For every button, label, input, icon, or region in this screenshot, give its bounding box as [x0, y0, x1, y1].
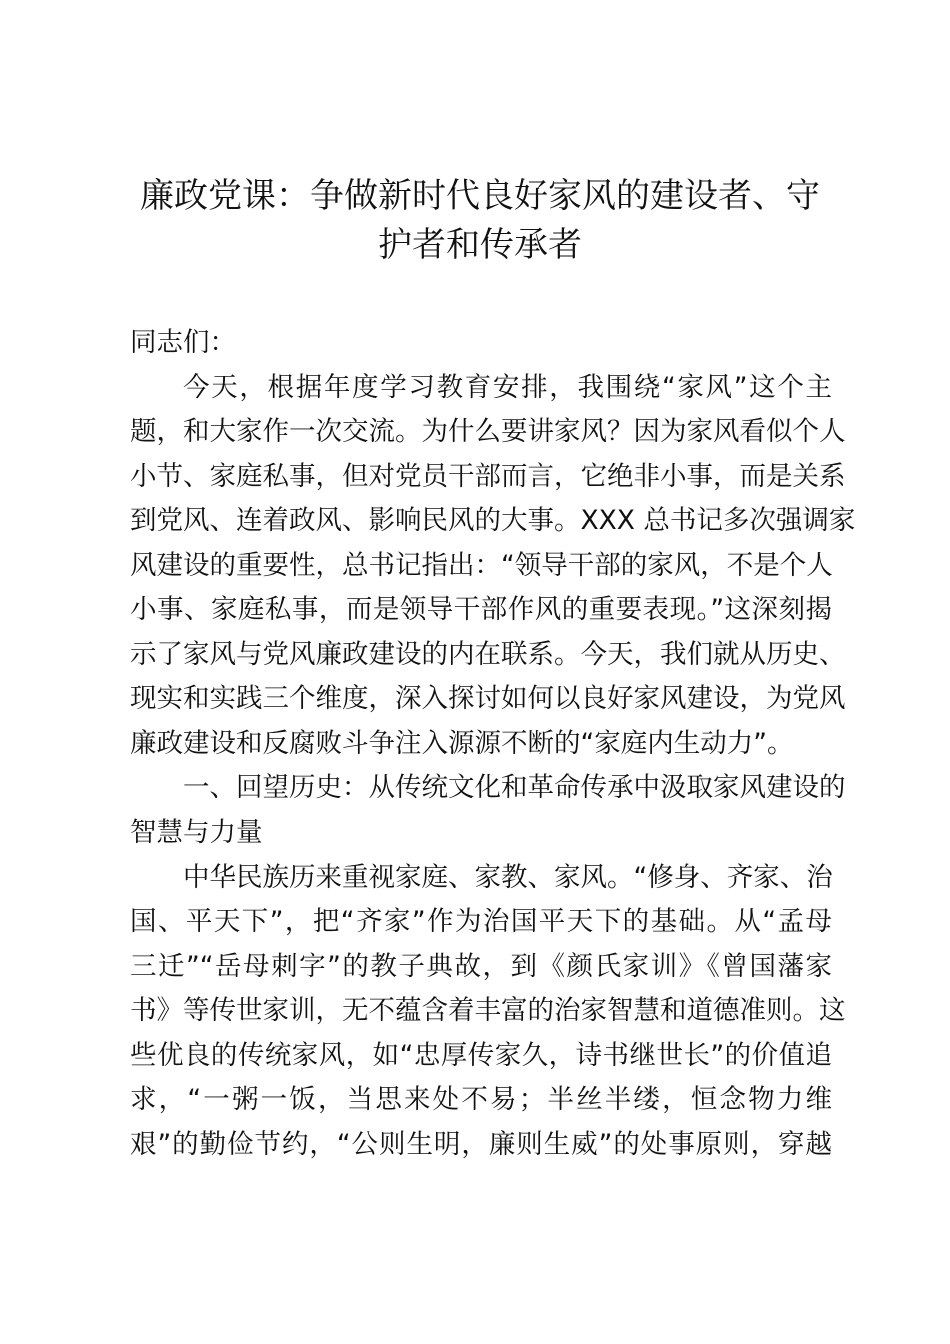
text-line: 书》等传世家训，无不蕴含着丰富的治家智慧和道德准则。这: [130, 995, 846, 1027]
text-line: 求，“一粥一饭，当思来处不易；半丝半缕，恒念物力维: [130, 1084, 832, 1116]
text-line: 小节、家庭私事，但对党员干部而言，它绝非小事，而是关系: [130, 460, 846, 492]
text-line: 现实和实践三个维度，深入探讨如何以良好家风建设，为党风: [130, 683, 846, 715]
title-line: 廉政党课：争做新时代良好家风的建设者、守: [140, 176, 820, 216]
heading-line: 智慧与力量: [130, 817, 263, 849]
paragraph-intro: [130, 366, 856, 767]
text-line: 国、平天下”，把“齐家”作为治国平天下的基础。从“孟母: [130, 906, 832, 938]
document-body: [130, 321, 856, 1167]
text-line: 到党风、连着政风、影响民风的大事。XXX 总书记多次强调家: [130, 505, 856, 537]
section-heading-1: [130, 766, 846, 855]
document-title: [125, 172, 835, 270]
salutation: 同志们：: [130, 327, 236, 358]
heading-line: 一、回望历史：从传统文化和革命传承中汲取家风建设的: [183, 772, 846, 804]
title-line: 护者和传承者: [378, 225, 582, 265]
text-line: 艰”的勤俭节约，“公则生明，廉则生威”的处事原则，穿越: [130, 1128, 832, 1160]
text-line: 三迁”“岳母刺字”的教子典故，到《颜氏家训》《曾国藩家: [130, 950, 832, 982]
text-line: 题，和大家作一次交流。为什么要讲家风？因为家风看似个人: [130, 416, 846, 448]
text-line: 中华民族历来重视家庭、家教、家风。“修身、齐家、治: [183, 861, 833, 893]
text-line: 些优良的传统家风，如“忠厚传家久，诗书继世长”的价值追: [130, 1039, 832, 1071]
text-line: 廉政建设和反腐败斗争注入源源不断的“家庭内生动力”。: [130, 727, 794, 759]
text-line: 风建设的重要性，总书记指出：“领导干部的家风，不是个人: [130, 549, 833, 581]
text-line: 今天，根据年度学习教育安排，我围绕“家风”这个主: [183, 371, 832, 403]
text-line: 示了家风与党风廉政建设的内在联系。今天，我们就从历史、: [130, 638, 846, 670]
text-line: 小事、家庭私事，而是领导干部作风的重要表现。”这深刻揭: [130, 594, 832, 626]
paragraph-history: [130, 856, 846, 1168]
